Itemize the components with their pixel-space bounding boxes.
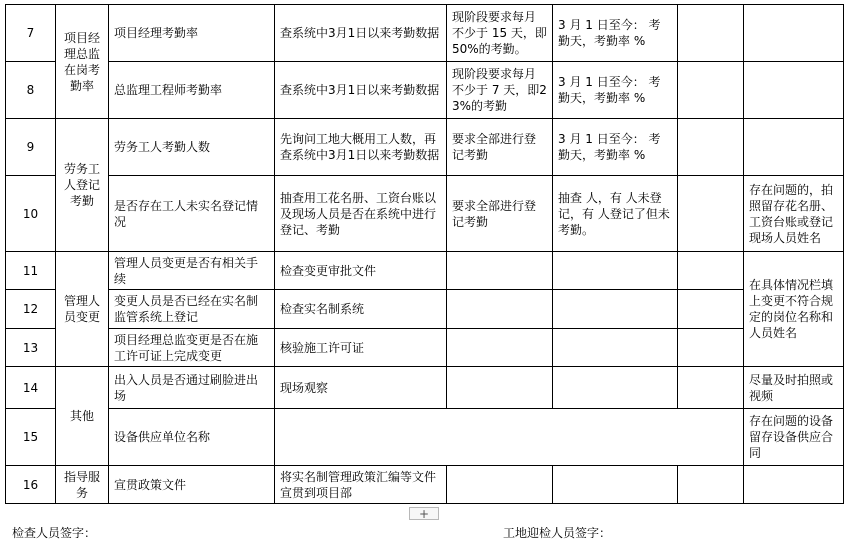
row-number: 16 [6, 466, 56, 504]
check-item: 变更人员是否已经在实名制监管系统上登记 [109, 290, 275, 329]
category-cell: 项目经理总监在岗考勤率 [56, 5, 109, 119]
remark-cell: 存在问题的设备留存设备供应合同 [744, 409, 844, 466]
table-row [6, 176, 844, 252]
check-method: 查系统中3月1日以来考勤数据 [275, 62, 447, 119]
check-standard: 要求全部进行登记考勤 [447, 119, 553, 176]
check-method: 先询问工地大概用工人数，再查系统中3月1日以来考勤数据 [275, 119, 447, 176]
category-cell: 劳务工人登记考勤 [56, 119, 109, 252]
check-item: 是否存在工人未实名登记情况 [109, 176, 275, 252]
blank-cell [678, 62, 744, 119]
inspection-table [5, 4, 844, 504]
check-standard [447, 466, 553, 504]
blank-cell [678, 290, 744, 329]
situation-cell [553, 252, 678, 290]
check-method: 现场观察 [275, 367, 447, 409]
row-number: 9 [6, 119, 56, 176]
category-cell: 其他 [56, 367, 109, 466]
inspector-signature-label: 检查人员签字： [12, 526, 97, 540]
check-method: 核验施工许可证 [275, 329, 447, 367]
check-item: 管理人员变更是否有相关手续 [109, 252, 275, 290]
check-standard [447, 367, 553, 409]
remark-cell: 在具体情况栏填上变更不符合规定的岗位名称和人员姓名 [744, 252, 844, 367]
table-row [6, 252, 844, 290]
row-number: 13 [6, 329, 56, 367]
check-item: 项目经理考勤率 [109, 5, 275, 62]
blank-cell [678, 466, 744, 504]
check-item: 宣贯政策文件 [109, 466, 275, 504]
situation-cell [553, 367, 678, 409]
remark-cell [744, 62, 844, 119]
blank-cell [678, 119, 744, 176]
blank-cell [678, 176, 744, 252]
check-item: 出入人员是否通过刷脸进出场 [109, 367, 275, 409]
check-standard [447, 329, 553, 367]
row-number: 14 [6, 367, 56, 409]
check-item: 设备供应单位名称 [109, 409, 275, 466]
table-row [6, 329, 844, 367]
table-row [6, 119, 844, 176]
check-item: 总监理工程师考勤率 [109, 62, 275, 119]
situation-cell [553, 290, 678, 329]
blank-cell [678, 252, 744, 290]
check-method: 查系统中3月1日以来考勤数据 [275, 5, 447, 62]
remark-cell [744, 5, 844, 62]
check-standard: 要求全部进行登记考勤 [447, 176, 553, 252]
table-row [6, 409, 844, 466]
check-method: 检查实名制系统 [275, 290, 447, 329]
check-standard: 现阶段要求每月不少于 15 天，即50%的考勤。 [447, 5, 553, 62]
row-number: 7 [6, 5, 56, 62]
check-standard: 现阶段要求每月不少于 7 天，即23%的考勤 [447, 62, 553, 119]
check-method: 将实名制管理政策汇编等文件宣贯到项目部 [275, 466, 447, 504]
row-number: 12 [6, 290, 56, 329]
check-item: 劳务工人考勤人数 [109, 119, 275, 176]
table-row [6, 62, 844, 119]
table-row [6, 290, 844, 329]
check-method: 检查变更审批文件 [275, 252, 447, 290]
check-standard [447, 290, 553, 329]
situation-cell: 3 月 1 日至今： 考勤天，考勤率 % [553, 119, 678, 176]
blank-cell [678, 5, 744, 62]
check-method [275, 409, 744, 466]
table-row [6, 5, 844, 62]
remark-cell: 存在问题的，拍照留存花名册、工资台账或登记现场人员姓名 [744, 176, 844, 252]
situation-cell [553, 329, 678, 367]
site-inspector-signature-label: 工地迎检人员签字： [503, 526, 612, 540]
row-number: 8 [6, 62, 56, 119]
row-number: 11 [6, 252, 56, 290]
blank-cell [678, 329, 744, 367]
table-row [6, 466, 844, 504]
situation-cell [553, 466, 678, 504]
remark-cell [744, 119, 844, 176]
remark-cell [744, 466, 844, 504]
situation-cell: 抽查 人，有 人未登记，有 人登记了但未考勤。 [553, 176, 678, 252]
add-row-button[interactable]: + [409, 507, 439, 520]
row-number: 10 [6, 176, 56, 252]
row-number: 15 [6, 409, 56, 466]
remark-cell: 尽量及时拍照或视频 [744, 367, 844, 409]
category-cell: 指导服务 [56, 466, 109, 504]
situation-cell: 3 月 1 日至今： 考勤天，考勤率 % [553, 5, 678, 62]
situation-cell: 3 月 1 日至今： 考勤天，考勤率 % [553, 62, 678, 119]
table-row [6, 367, 844, 409]
blank-cell [678, 367, 744, 409]
check-item: 项目经理总监变更是否在施工许可证上完成变更 [109, 329, 275, 367]
check-method: 抽查用工花名册、工资台账以及现场人员是否在系统中进行登记、考勤 [275, 176, 447, 252]
category-cell: 管理人员变更 [56, 252, 109, 367]
check-standard [447, 252, 553, 290]
